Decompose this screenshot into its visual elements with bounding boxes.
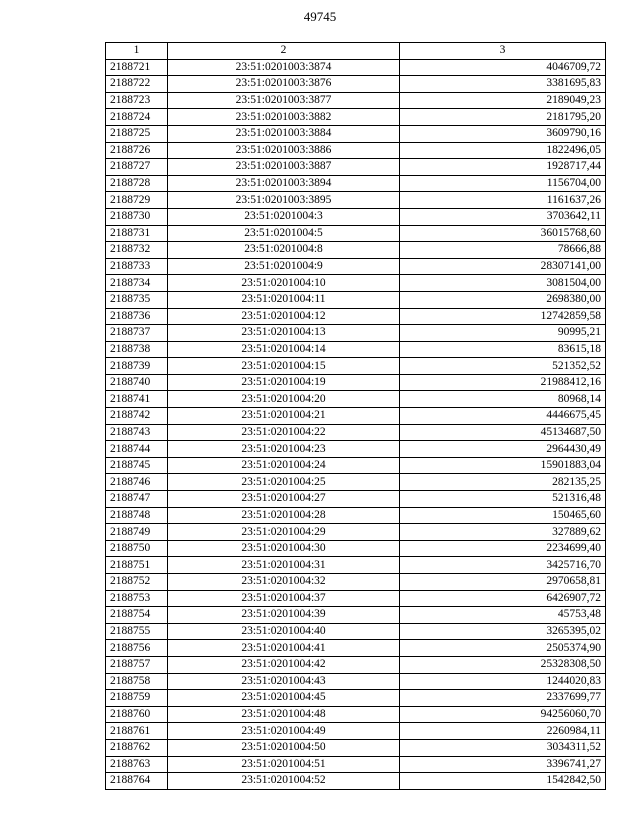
row-number: 2188744 (106, 441, 168, 458)
row-number: 2188740 (106, 374, 168, 391)
table-row (106, 208, 606, 225)
cadastral-number: 23:51:0201004:19 (168, 374, 400, 391)
cadastral-number: 23:51:0201004:42 (168, 656, 400, 673)
cadastral-number: 23:51:0201004:37 (168, 590, 400, 607)
table-row (106, 507, 606, 524)
cadastral-number: 23:51:0201004:39 (168, 607, 400, 624)
cadastral-number: 23:51:0201004:50 (168, 739, 400, 756)
cadastral-number: 23:51:0201004:8 (168, 242, 400, 259)
cadastral-number: 23:51:0201004:12 (168, 308, 400, 325)
cadastral-number: 23:51:0201004:40 (168, 623, 400, 640)
row-number: 2188729 (106, 192, 168, 209)
cadastral-number: 23:51:0201004:28 (168, 507, 400, 524)
row-number: 2188753 (106, 590, 168, 607)
cadastral-value: 2189049,23 (400, 92, 606, 109)
cadastral-value: 2234699,40 (400, 540, 606, 557)
table-row (106, 308, 606, 325)
cadastral-number: 23:51:0201004:23 (168, 441, 400, 458)
row-number: 2188731 (106, 225, 168, 242)
cadastral-number: 23:51:0201004:27 (168, 491, 400, 508)
cadastral-value: 3703642,11 (400, 208, 606, 225)
cadastral-value: 6426907,72 (400, 590, 606, 607)
row-number: 2188747 (106, 491, 168, 508)
cadastral-number: 23:51:0201004:30 (168, 540, 400, 557)
cadastral-number: 23:51:0201004:9 (168, 258, 400, 275)
cadastral-value: 3425716,70 (400, 557, 606, 574)
table-row (106, 92, 606, 109)
table-row (106, 491, 606, 508)
cadastral-value: 1822496,05 (400, 142, 606, 159)
table-row (106, 739, 606, 756)
cadastral-number: 23:51:0201004:41 (168, 640, 400, 657)
row-number: 2188754 (106, 607, 168, 624)
table-row (106, 275, 606, 292)
table-row (106, 59, 606, 76)
table-header (106, 43, 606, 60)
table-row (106, 175, 606, 192)
cadastral-value: 15901883,04 (400, 457, 606, 474)
row-number: 2188763 (106, 756, 168, 773)
table-row (106, 142, 606, 159)
table-row (106, 706, 606, 723)
cadastral-number: 23:51:0201003:3884 (168, 125, 400, 142)
table-row (106, 474, 606, 491)
table-row (106, 159, 606, 176)
row-number: 2188746 (106, 474, 168, 491)
cadastral-number: 23:51:0201003:3886 (168, 142, 400, 159)
table-row (106, 457, 606, 474)
row-number: 2188750 (106, 540, 168, 557)
table-row (106, 374, 606, 391)
cadastral-value: 1542842,50 (400, 773, 606, 790)
table-row (106, 656, 606, 673)
header-row (106, 43, 606, 60)
cadastral-value: 4046709,72 (400, 59, 606, 76)
cadastral-number: 23:51:0201004:10 (168, 275, 400, 292)
row-number: 2188761 (106, 723, 168, 740)
table-row (106, 590, 606, 607)
cadastral-value: 36015768,60 (400, 225, 606, 242)
cadastral-value: 521316,48 (400, 491, 606, 508)
row-number: 2188756 (106, 640, 168, 657)
cadastral-value-table (105, 42, 606, 790)
cadastral-value: 3396741,27 (400, 756, 606, 773)
cadastral-value: 150465,60 (400, 507, 606, 524)
table-row (106, 291, 606, 308)
row-number: 2188739 (106, 358, 168, 375)
row-number: 2188745 (106, 457, 168, 474)
cadastral-value: 28307141,00 (400, 258, 606, 275)
cadastral-value: 3081504,00 (400, 275, 606, 292)
row-number: 2188737 (106, 325, 168, 342)
cadastral-number: 23:51:0201004:29 (168, 524, 400, 541)
row-number: 2188727 (106, 159, 168, 176)
table-row (106, 540, 606, 557)
table-row (106, 723, 606, 740)
cadastral-value: 45134687,50 (400, 424, 606, 441)
row-number: 2188760 (106, 706, 168, 723)
cadastral-value: 78666,88 (400, 242, 606, 259)
table-row (106, 607, 606, 624)
row-number: 2188732 (106, 242, 168, 259)
table-row (106, 76, 606, 93)
cadastral-value: 2181795,20 (400, 109, 606, 126)
row-number: 2188724 (106, 109, 168, 126)
row-number: 2188730 (106, 208, 168, 225)
cadastral-number: 23:51:0201004:51 (168, 756, 400, 773)
cadastral-value: 3381695,83 (400, 76, 606, 93)
cadastral-value: 3265395,02 (400, 623, 606, 640)
cadastral-number: 23:51:0201004:22 (168, 424, 400, 441)
table-row (106, 325, 606, 342)
table-row (106, 341, 606, 358)
table-row (106, 673, 606, 690)
table-row (106, 358, 606, 375)
table-row (106, 391, 606, 408)
cadastral-value: 1244020,83 (400, 673, 606, 690)
cadastral-number: 23:51:0201003:3887 (168, 159, 400, 176)
table-row (106, 192, 606, 209)
cadastral-number: 23:51:0201003:3877 (168, 92, 400, 109)
cadastral-number: 23:51:0201004:45 (168, 690, 400, 707)
table-row (106, 623, 606, 640)
row-number: 2188722 (106, 76, 168, 93)
cadastral-value: 2698380,00 (400, 291, 606, 308)
row-number: 2188741 (106, 391, 168, 408)
row-number: 2188751 (106, 557, 168, 574)
cadastral-number: 23:51:0201003:3876 (168, 76, 400, 93)
cadastral-value: 94256060,70 (400, 706, 606, 723)
row-number: 2188723 (106, 92, 168, 109)
cadastral-value: 1156704,00 (400, 175, 606, 192)
cadastral-number: 23:51:0201004:20 (168, 391, 400, 408)
table-row (106, 225, 606, 242)
cadastral-value: 327889,62 (400, 524, 606, 541)
cadastral-value: 1161637,26 (400, 192, 606, 209)
cadastral-number: 23:51:0201004:15 (168, 358, 400, 375)
row-number: 2188736 (106, 308, 168, 325)
row-number: 2188758 (106, 673, 168, 690)
row-number: 2188748 (106, 507, 168, 524)
row-number: 2188749 (106, 524, 168, 541)
cadastral-number: 23:51:0201004:5 (168, 225, 400, 242)
header-col-2: 2 (168, 43, 400, 60)
table-row (106, 640, 606, 657)
table-body (106, 59, 606, 789)
cadastral-number: 23:51:0201003:3882 (168, 109, 400, 126)
row-number: 2188735 (106, 291, 168, 308)
cadastral-number: 23:51:0201003:3895 (168, 192, 400, 209)
cadastral-number: 23:51:0201004:49 (168, 723, 400, 740)
cadastral-number: 23:51:0201004:3 (168, 208, 400, 225)
cadastral-value: 4446675,45 (400, 408, 606, 425)
row-number: 2188764 (106, 773, 168, 790)
table-row (106, 690, 606, 707)
row-number: 2188742 (106, 408, 168, 425)
table-row (106, 424, 606, 441)
row-number: 2188733 (106, 258, 168, 275)
cadastral-number: 23:51:0201004:25 (168, 474, 400, 491)
cadastral-number: 23:51:0201004:43 (168, 673, 400, 690)
cadastral-number: 23:51:0201004:21 (168, 408, 400, 425)
header-col-3: 3 (400, 43, 606, 60)
table-row (106, 756, 606, 773)
table-row (106, 258, 606, 275)
table-row (106, 109, 606, 126)
row-number: 2188757 (106, 656, 168, 673)
table-row (106, 242, 606, 259)
cadastral-value: 25328308,50 (400, 656, 606, 673)
cadastral-value: 21988412,16 (400, 374, 606, 391)
cadastral-value: 1928717,44 (400, 159, 606, 176)
cadastral-number: 23:51:0201003:3894 (168, 175, 400, 192)
row-number: 2188755 (106, 623, 168, 640)
cadastral-number: 23:51:0201004:24 (168, 457, 400, 474)
cadastral-value: 521352,52 (400, 358, 606, 375)
cadastral-number: 23:51:0201004:48 (168, 706, 400, 723)
cadastral-number: 23:51:0201004:14 (168, 341, 400, 358)
cadastral-value: 3034311,52 (400, 739, 606, 756)
page-number: 49745 (303, 9, 337, 24)
table-row (106, 574, 606, 591)
cadastral-number: 23:51:0201004:52 (168, 773, 400, 790)
row-number: 2188762 (106, 739, 168, 756)
cadastral-number: 23:51:0201003:3874 (168, 59, 400, 76)
table-row (106, 524, 606, 541)
cadastral-number: 23:51:0201004:11 (168, 291, 400, 308)
cadastral-value: 80968,14 (400, 391, 606, 408)
header-col-1: 1 (106, 43, 168, 60)
cadastral-value: 2964430,49 (400, 441, 606, 458)
cadastral-value: 2260984,11 (400, 723, 606, 740)
row-number: 2188728 (106, 175, 168, 192)
row-number: 2188726 (106, 142, 168, 159)
table-row (106, 408, 606, 425)
cadastral-number: 23:51:0201004:13 (168, 325, 400, 342)
cadastral-number: 23:51:0201004:31 (168, 557, 400, 574)
cadastral-value: 282135,25 (400, 474, 606, 491)
row-number: 2188743 (106, 424, 168, 441)
cadastral-value: 2970658,81 (400, 574, 606, 591)
row-number: 2188725 (106, 125, 168, 142)
table-row (106, 125, 606, 142)
row-number: 2188721 (106, 59, 168, 76)
cadastral-value: 2505374,90 (400, 640, 606, 657)
row-number: 2188734 (106, 275, 168, 292)
table-row (106, 557, 606, 574)
table-row (106, 773, 606, 790)
cadastral-number: 23:51:0201004:32 (168, 574, 400, 591)
cadastral-value: 90995,21 (400, 325, 606, 342)
row-number: 2188738 (106, 341, 168, 358)
row-number: 2188759 (106, 690, 168, 707)
cadastral-value: 12742859,58 (400, 308, 606, 325)
cadastral-value: 2337699,77 (400, 690, 606, 707)
cadastral-value: 45753,48 (400, 607, 606, 624)
row-number: 2188752 (106, 574, 168, 591)
table-row (106, 441, 606, 458)
cadastral-value: 3609790,16 (400, 125, 606, 142)
cadastral-value: 83615,18 (400, 341, 606, 358)
